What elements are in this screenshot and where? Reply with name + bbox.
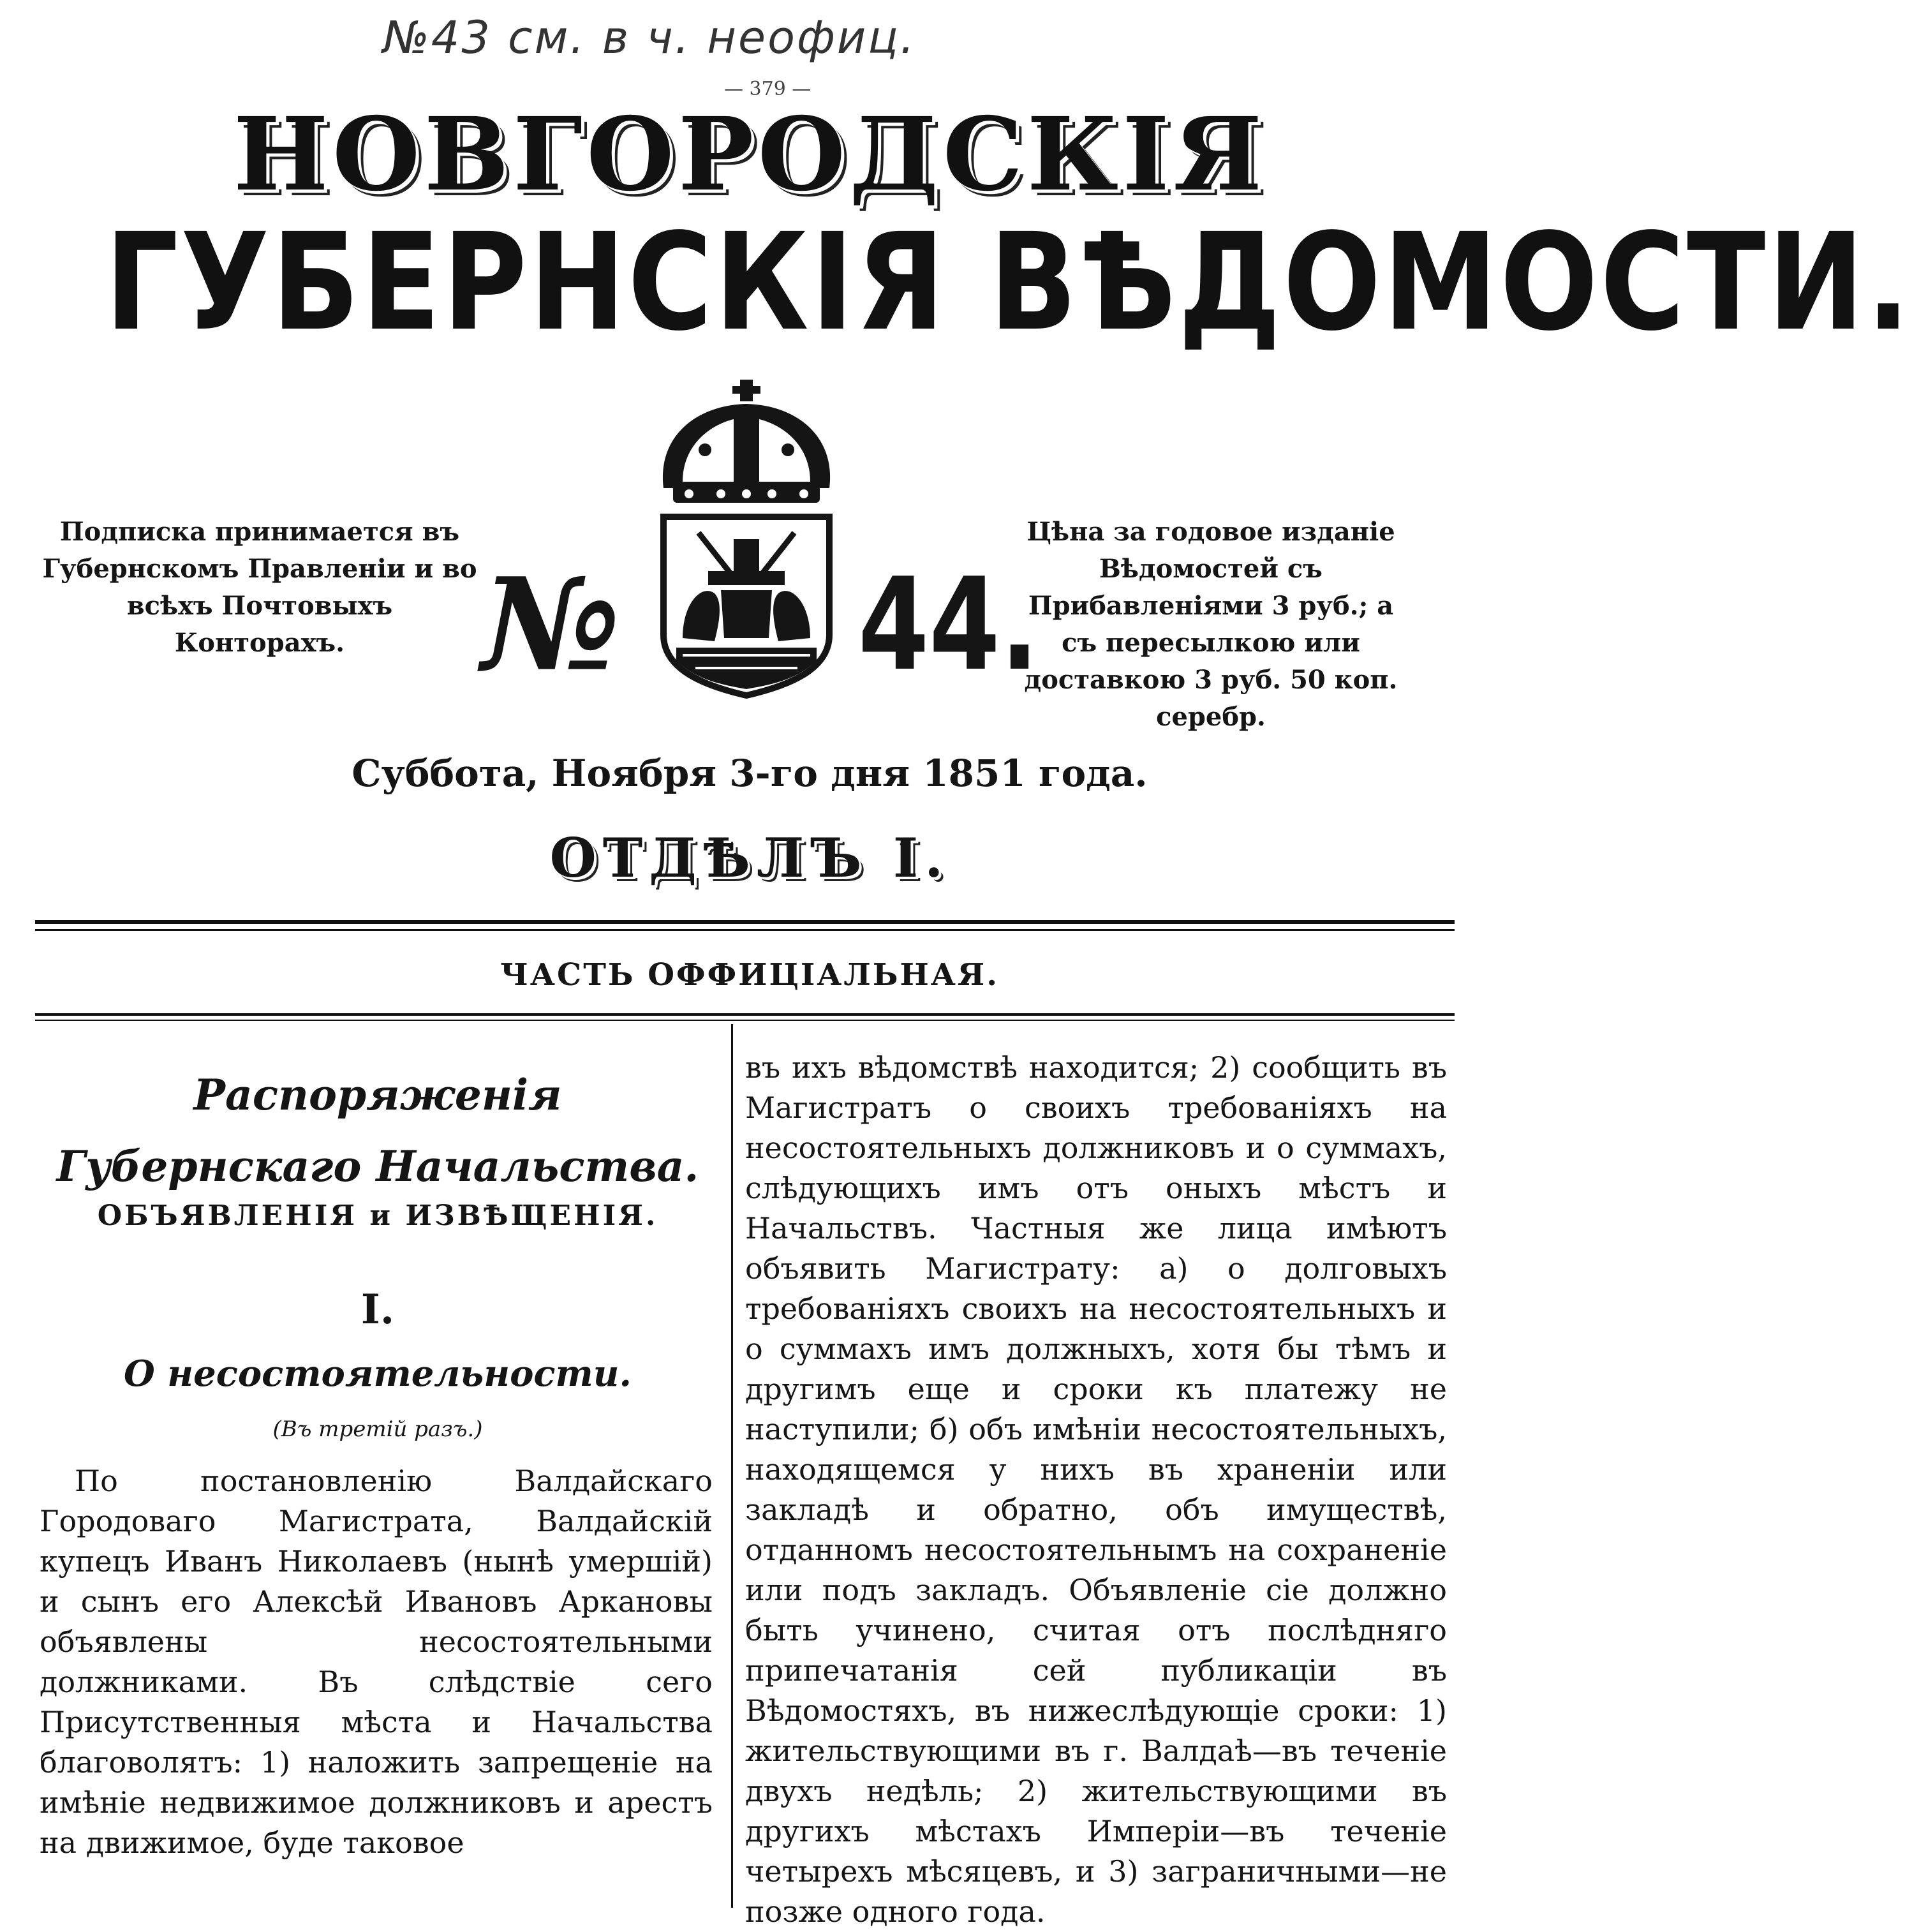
part-rule-top	[35, 1013, 1455, 1016]
left-column-text: По постановленію Валдайскаго Городоваго Магистрата, Валдайскій купецъ Иванъ Николаевъ (нынѣ умершій) и сынъ его Алексѣй Ивановъ Аркановы объявлены несостоятельными должниками. Въ слѣдствіе сего Присутственныя мѣста и Начальства благоволятъ: 1) наложить запрещеніе на имѣніе недвижимое должниковъ и арестъ на движимое, буде таковое	[40, 1464, 713, 1860]
issue-number: 44.	[858, 551, 1039, 699]
section-title: ОТДѢЛЪ I.	[549, 826, 950, 889]
part-title: ЧАСТЬ ОФФИЦІАЛЬНАЯ.	[500, 957, 999, 993]
masthead-title-line2: ГУБЕРНСКІЯ ВѢДОМОСТИ.	[105, 204, 1912, 360]
right-column-text: въ ихъ вѣдомствѣ находится; 2) сообщить въ Магистратъ о своихъ требованіяхъ на несостоятельныхъ должниковъ и о суммахъ, слѣдующихъ имъ отъ оныхъ мѣстъ и Начальствъ. Частныя же лица имѣютъ объявить Магистрату: а) о долговыхъ требованіяхъ своихъ на несостоятельныхъ и о суммахъ имъ должныхъ, хотя бы тѣмъ и другимъ еще и сроки къ платежу не наступили; б) объ имѣніи несостоятельныхъ, находящемся у нихъ въ храненіи или закладѣ и обратно, объ имуществѣ, отданномъ несостоятельнымъ на сохраненіе или подъ закладъ. Объявленіе сіе должно быть учинено, считая отъ послѣдняго припечатанія сей публикаціи въ Вѣдомостяхъ, въ нижеслѣдующіе сроки: 1) жительствующими въ г. Валдаѣ—въ теченіе двухъ недѣль; 2) жительствующими въ другихъ мѣстахъ Имперіи—въ теченіе четырехъ мѣсяцевъ, и 3) заграничными—не позже одного года.	[745, 1050, 1447, 1929]
double-rule-top	[35, 920, 1455, 924]
number-sign: №	[482, 550, 621, 700]
page-number: — 379 —	[724, 78, 811, 100]
article-note: (Въ третій разъ.)	[272, 1416, 483, 1442]
article-number: I.	[360, 1286, 395, 1334]
subscription-notice: Подписка принимается въ Губернскомъ Правленіи и во всѣхъ Почтовыхъ Конторахъ.	[42, 517, 477, 658]
column-divider	[731, 1024, 733, 1908]
double-rule-bottom	[35, 929, 1455, 931]
announcements-heading: ОБЪЯВЛЕНІЯ и ИЗВѢЩЕНІЯ.	[97, 1200, 658, 1232]
masthead-title-line1: НОВГОРОДСКІЯ	[233, 96, 1266, 214]
coat-of-arms-icon	[638, 380, 855, 701]
issue-date: Суббота, Ноября 3-го дня 1851 года.	[352, 752, 1148, 795]
price-notice: Цѣна за годовое изданіе Вѣдомостей съ Прибавленіями 3 руб.; а съ пересылкою или доставкою 3 руб. 50 коп. серебр.	[1024, 517, 1398, 732]
article-title: О несостоятельности.	[123, 1353, 632, 1395]
part-rule-bottom	[35, 1020, 1455, 1021]
orders-heading: Распоряженія Губернскаго Начальства.	[56, 1070, 699, 1191]
handwritten-note: №43 см. в ч. неофиц.	[383, 11, 917, 64]
